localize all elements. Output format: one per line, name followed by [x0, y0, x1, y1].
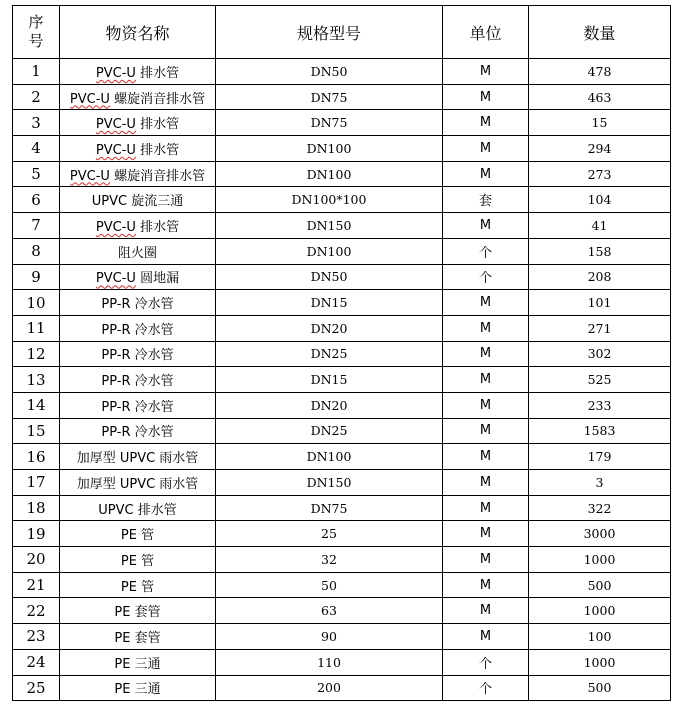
- row-seq: 1: [13, 59, 60, 85]
- row-name: [60, 136, 216, 162]
- row-qty: 478: [529, 59, 671, 85]
- row-name: [60, 213, 216, 239]
- row-spec: DN100: [216, 161, 443, 187]
- row-name: [60, 84, 216, 110]
- row-qty: 3: [529, 470, 671, 496]
- row-seq: 3: [13, 110, 60, 136]
- row-qty: 1583: [529, 418, 671, 444]
- row-unit: 个: [443, 238, 529, 264]
- materials-table: [12, 5, 671, 701]
- row-unit: 个: [443, 675, 529, 701]
- header-seq-line2: 号: [28, 32, 44, 50]
- row-qty: 158: [529, 238, 671, 264]
- row-seq: 9: [13, 264, 60, 290]
- row-spec: DN25: [216, 341, 443, 367]
- row-name-prefix: PVC-U: [69, 168, 110, 184]
- row-seq: 7: [13, 213, 60, 239]
- row-unit: M: [443, 521, 529, 547]
- table-row: [13, 161, 671, 187]
- row-spec: DN100: [216, 136, 443, 162]
- row-qty: 179: [529, 444, 671, 470]
- row-spec: 200: [216, 675, 443, 701]
- row-spec: DN50: [216, 59, 443, 85]
- header-seq-line1: 序: [28, 13, 44, 31]
- row-unit: M: [443, 367, 529, 393]
- row-unit: M: [443, 547, 529, 573]
- row-name-text: PE 套管: [114, 605, 161, 621]
- header-qty: 数量: [529, 6, 671, 59]
- row-name-text: 圆地漏: [135, 271, 180, 287]
- row-qty: 294: [529, 136, 671, 162]
- row-name-text: 排水管: [135, 219, 180, 235]
- row-unit: 个: [443, 264, 529, 290]
- row-name-text: PE 管: [120, 553, 155, 569]
- row-qty: 463: [529, 84, 671, 110]
- row-qty: 500: [529, 572, 671, 598]
- table-row: [13, 444, 671, 470]
- row-unit: M: [443, 418, 529, 444]
- row-name: [60, 470, 216, 496]
- row-name-prefix: PVC-U: [95, 271, 136, 287]
- row-unit: M: [443, 315, 529, 341]
- table-row: [13, 59, 671, 85]
- row-seq: 23: [13, 624, 60, 650]
- row-qty: 525: [529, 367, 671, 393]
- row-spec: DN75: [216, 495, 443, 521]
- row-spec: DN20: [216, 392, 443, 418]
- row-name-text: 加厚型 UPVC 雨水管: [76, 476, 199, 492]
- row-seq: 8: [13, 238, 60, 264]
- table-row: [13, 264, 671, 290]
- row-seq: 24: [13, 649, 60, 675]
- row-seq: 5: [13, 161, 60, 187]
- row-name: [60, 598, 216, 624]
- row-unit: 套: [443, 187, 529, 213]
- row-spec: DN20: [216, 315, 443, 341]
- row-name: [60, 547, 216, 573]
- row-qty: 3000: [529, 521, 671, 547]
- row-seq: 13: [13, 367, 60, 393]
- row-name-prefix: PVC-U: [69, 91, 110, 107]
- row-qty: 233: [529, 392, 671, 418]
- row-name: [60, 624, 216, 650]
- table-row: [13, 547, 671, 573]
- row-unit: M: [443, 598, 529, 624]
- row-qty: 100: [529, 624, 671, 650]
- table-row: [13, 341, 671, 367]
- row-seq: 14: [13, 392, 60, 418]
- row-name-text: PP-R 冷水管: [101, 425, 174, 441]
- table-row: [13, 521, 671, 547]
- row-spec: 50: [216, 572, 443, 598]
- row-spec: DN100: [216, 444, 443, 470]
- row-seq: 10: [13, 290, 60, 316]
- row-unit: M: [443, 290, 529, 316]
- row-name-text: 阻火圈: [117, 245, 157, 261]
- row-seq: 15: [13, 418, 60, 444]
- header-seq: [13, 6, 60, 59]
- row-seq: 16: [13, 444, 60, 470]
- row-name: [60, 290, 216, 316]
- row-name: [60, 59, 216, 85]
- row-seq: 4: [13, 136, 60, 162]
- row-spec: DN50: [216, 264, 443, 290]
- row-unit: M: [443, 59, 529, 85]
- row-qty: 208: [529, 264, 671, 290]
- row-qty: 101: [529, 290, 671, 316]
- table-row: [13, 649, 671, 675]
- row-name: [60, 521, 216, 547]
- row-spec: DN150: [216, 470, 443, 496]
- row-unit: M: [443, 392, 529, 418]
- row-seq: 12: [13, 341, 60, 367]
- table-row: [13, 315, 671, 341]
- row-name-text: 螺旋消音排水管: [109, 91, 206, 107]
- table-row: [13, 84, 671, 110]
- row-name: [60, 418, 216, 444]
- row-name-text: 螺旋消音排水管: [109, 168, 206, 184]
- row-spec: DN15: [216, 367, 443, 393]
- row-spec: DN100: [216, 238, 443, 264]
- table-row: [13, 572, 671, 598]
- row-name-text: PE 套管: [114, 630, 161, 646]
- row-unit: M: [443, 572, 529, 598]
- row-name-text: 排水管: [135, 117, 180, 133]
- table-row: [13, 470, 671, 496]
- row-name-prefix: PVC-U: [95, 65, 136, 81]
- table-row: [13, 367, 671, 393]
- header-row: [13, 6, 671, 59]
- row-spec: 32: [216, 547, 443, 573]
- row-name: [60, 315, 216, 341]
- row-unit: M: [443, 161, 529, 187]
- table-body: [13, 59, 671, 701]
- row-spec: DN25: [216, 418, 443, 444]
- row-qty: 500: [529, 675, 671, 701]
- row-qty: 302: [529, 341, 671, 367]
- row-seq: 18: [13, 495, 60, 521]
- table-row: [13, 675, 671, 701]
- row-spec: 110: [216, 649, 443, 675]
- row-unit: M: [443, 495, 529, 521]
- table-row: [13, 598, 671, 624]
- row-unit: M: [443, 624, 529, 650]
- row-name-text: PP-R 冷水管: [101, 348, 174, 364]
- row-qty: 273: [529, 161, 671, 187]
- row-seq: 21: [13, 572, 60, 598]
- row-unit: M: [443, 136, 529, 162]
- row-seq: 25: [13, 675, 60, 701]
- row-name-prefix: PVC-U: [95, 117, 136, 133]
- row-qty: 15: [529, 110, 671, 136]
- row-spec: 25: [216, 521, 443, 547]
- row-name-text: PE 三通: [114, 656, 161, 672]
- row-name: [60, 238, 216, 264]
- row-name: [60, 444, 216, 470]
- row-spec: 63: [216, 598, 443, 624]
- row-name-text: UPVC 排水管: [98, 502, 177, 518]
- table-row: [13, 624, 671, 650]
- table-row: [13, 110, 671, 136]
- header-name: 物资名称: [60, 6, 216, 59]
- row-seq: 19: [13, 521, 60, 547]
- row-qty: 1000: [529, 547, 671, 573]
- header-spec: 规格型号: [216, 6, 443, 59]
- row-unit: M: [443, 444, 529, 470]
- row-unit: M: [443, 341, 529, 367]
- row-name: [60, 675, 216, 701]
- row-seq: 6: [13, 187, 60, 213]
- row-name-text: 排水管: [135, 65, 180, 81]
- row-qty: 1000: [529, 649, 671, 675]
- row-name: [60, 392, 216, 418]
- row-name-text: PP-R 冷水管: [101, 399, 174, 415]
- table-row: [13, 418, 671, 444]
- row-name-text: UPVC 旋流三通: [91, 194, 184, 210]
- row-unit: M: [443, 84, 529, 110]
- table-row: [13, 495, 671, 521]
- row-seq: 22: [13, 598, 60, 624]
- row-name-text: PP-R 冷水管: [101, 297, 174, 313]
- row-seq: 11: [13, 315, 60, 341]
- row-name-text: 加厚型 UPVC 雨水管: [76, 451, 199, 467]
- row-seq: 20: [13, 547, 60, 573]
- row-qty: 271: [529, 315, 671, 341]
- table-row: [13, 392, 671, 418]
- row-name: [60, 187, 216, 213]
- row-name-text: PE 管: [120, 528, 155, 544]
- table-row: [13, 238, 671, 264]
- row-qty: 41: [529, 213, 671, 239]
- row-spec: DN75: [216, 110, 443, 136]
- row-qty: 104: [529, 187, 671, 213]
- table-row: [13, 290, 671, 316]
- row-unit: M: [443, 213, 529, 239]
- table-row: [13, 213, 671, 239]
- row-spec: DN15: [216, 290, 443, 316]
- row-name: [60, 572, 216, 598]
- row-spec: DN100*100: [216, 187, 443, 213]
- row-name: [60, 341, 216, 367]
- row-name: [60, 495, 216, 521]
- row-name: [60, 161, 216, 187]
- row-spec: DN75: [216, 84, 443, 110]
- row-unit: M: [443, 110, 529, 136]
- row-name: [60, 110, 216, 136]
- row-name-text: PE 管: [120, 579, 155, 595]
- row-name-prefix: PVC-U: [95, 142, 136, 158]
- row-name-prefix: PVC-U: [95, 219, 136, 235]
- row-qty: 322: [529, 495, 671, 521]
- row-spec: 90: [216, 624, 443, 650]
- row-name: [60, 649, 216, 675]
- row-name: [60, 264, 216, 290]
- table-row: [13, 136, 671, 162]
- row-unit: M: [443, 470, 529, 496]
- row-unit: 个: [443, 649, 529, 675]
- row-seq: 17: [13, 470, 60, 496]
- table-row: [13, 187, 671, 213]
- row-seq: 2: [13, 84, 60, 110]
- row-name-text: PE 三通: [114, 682, 161, 698]
- row-name-text: PP-R 冷水管: [101, 322, 174, 338]
- row-name: [60, 367, 216, 393]
- header-unit: 单位: [443, 6, 529, 59]
- row-qty: 1000: [529, 598, 671, 624]
- row-name-text: 排水管: [135, 142, 180, 158]
- row-spec: DN150: [216, 213, 443, 239]
- row-name-text: PP-R 冷水管: [101, 374, 174, 390]
